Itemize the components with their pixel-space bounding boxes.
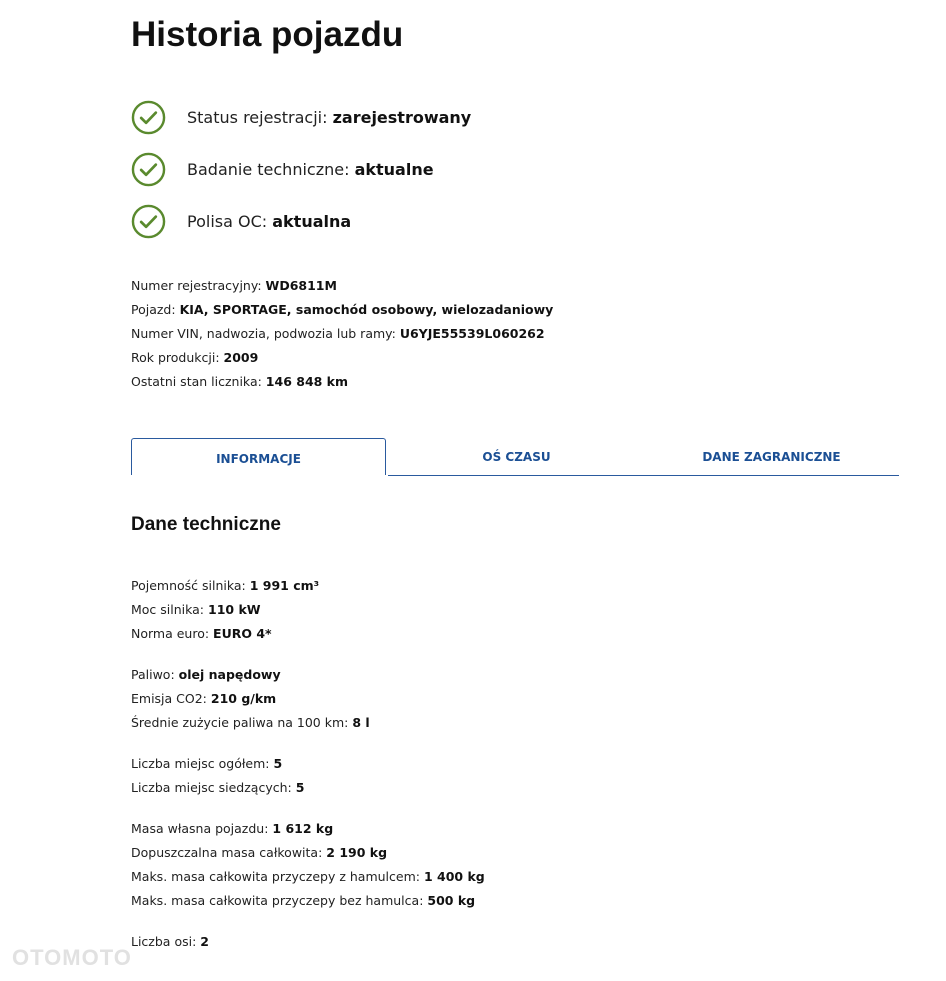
status-registration-text	[187, 108, 471, 127]
info-label: Dopuszczalna masa całkowita:	[131, 845, 327, 860]
info-label: Liczba osi:	[131, 934, 201, 949]
tab-underline	[388, 475, 899, 476]
info-value: 8 l	[352, 715, 370, 730]
info-value: 5	[295, 780, 305, 795]
info-value: 500 kg	[427, 893, 476, 908]
sitting-seats-row	[131, 776, 485, 800]
mileage-row	[131, 370, 553, 394]
status-insurance	[131, 203, 471, 239]
status-inspection	[131, 151, 471, 187]
info-value: olej napędowy	[178, 667, 281, 682]
mass-group	[131, 817, 485, 913]
info-value: 110 kW	[208, 602, 261, 617]
info-value: 1 991 cm³	[249, 578, 320, 593]
status-value: aktualne	[354, 159, 434, 179]
info-value: 1 400 kg	[423, 869, 485, 884]
info-label: Moc silnika:	[131, 602, 208, 617]
status-value: aktualna	[272, 211, 352, 231]
info-label: Liczba miejsc siedzących:	[131, 780, 296, 795]
tab-informacje[interactable]: INFORMACJE	[131, 438, 386, 475]
info-label: Paliwo:	[131, 667, 179, 682]
tab-os-czasu[interactable]: OŚ CZASU	[482, 449, 551, 464]
status-label: Badanie techniczne:	[187, 159, 355, 179]
info-label: Liczba miejsc ogółem:	[131, 756, 274, 771]
fuel-row	[131, 663, 485, 687]
status-inspection-text	[187, 160, 434, 179]
info-value: KIA, SPORTAGE, samochód osobowy, wielozadaniowy	[179, 302, 554, 317]
registration-number-row	[131, 274, 553, 298]
fuel-consumption-row	[131, 711, 485, 735]
tab-dane-zagraniczne[interactable]: DANE ZAGRANICZNE	[702, 449, 841, 464]
status-label: Polisa OC:	[187, 211, 273, 231]
check-circle-icon	[131, 152, 166, 187]
fuel-group	[131, 663, 485, 735]
engine-group	[131, 574, 485, 646]
info-value: 5	[273, 756, 283, 771]
status-value: zarejestrowany	[332, 107, 472, 127]
axles-row	[131, 930, 485, 954]
watermark-logo: OTOMOTO	[12, 945, 132, 970]
status-list	[131, 99, 471, 255]
total-seats-row	[131, 752, 485, 776]
info-label: Średnie zużycie paliwa na 100 km:	[131, 715, 353, 730]
unbraked-trailer-row	[131, 889, 485, 913]
info-label: Norma euro:	[131, 626, 214, 641]
info-label: Numer VIN, nadwozia, podwozia lub ramy:	[131, 326, 400, 341]
seats-group	[131, 752, 485, 800]
curb-weight-row	[131, 817, 485, 841]
info-label: Emisja CO2:	[131, 691, 211, 706]
tab-bar	[131, 438, 899, 476]
info-value: U6YJE55539L060262	[399, 326, 545, 341]
info-value: 2 190 kg	[326, 845, 388, 860]
engine-power-row	[131, 598, 485, 622]
page-title: Historia pojazdu	[131, 15, 404, 54]
info-label: Ostatni stan licznika:	[131, 374, 266, 389]
info-value: 210 g/km	[210, 691, 277, 706]
braked-trailer-row	[131, 865, 485, 889]
info-label: Rok produkcji:	[131, 350, 224, 365]
co2-emission-row	[131, 687, 485, 711]
info-value: 2009	[223, 350, 259, 365]
info-label: Numer rejestracyjny:	[131, 278, 266, 293]
production-year-row	[131, 346, 553, 370]
info-label: Masa własna pojazdu:	[131, 821, 273, 836]
max-weight-row	[131, 841, 485, 865]
info-value: 2	[200, 934, 209, 949]
check-circle-icon	[131, 100, 166, 135]
status-registration	[131, 99, 471, 135]
status-insurance-text	[187, 212, 351, 231]
info-label: Pojazd:	[131, 302, 180, 317]
vehicle-row	[131, 298, 553, 322]
info-value: WD6811M	[265, 278, 337, 293]
euro-norm-row	[131, 622, 485, 646]
info-label: Pojemność silnika:	[131, 578, 250, 593]
vin-row	[131, 322, 553, 346]
axles-group	[131, 930, 485, 954]
info-value: EURO 4*	[213, 626, 272, 641]
engine-capacity-row	[131, 574, 485, 598]
section-title: Dane techniczne	[131, 514, 281, 535]
status-label: Status rejestracji:	[187, 107, 333, 127]
info-label: Maks. masa całkowita przyczepy z hamulcem:	[131, 869, 424, 884]
info-label: Maks. masa całkowita przyczepy bez hamulca:	[131, 893, 428, 908]
vehicle-info	[131, 274, 553, 394]
info-value: 1 612 kg	[272, 821, 334, 836]
info-value: 146 848 km	[265, 374, 349, 389]
technical-data	[131, 574, 485, 971]
check-circle-icon	[131, 204, 166, 239]
